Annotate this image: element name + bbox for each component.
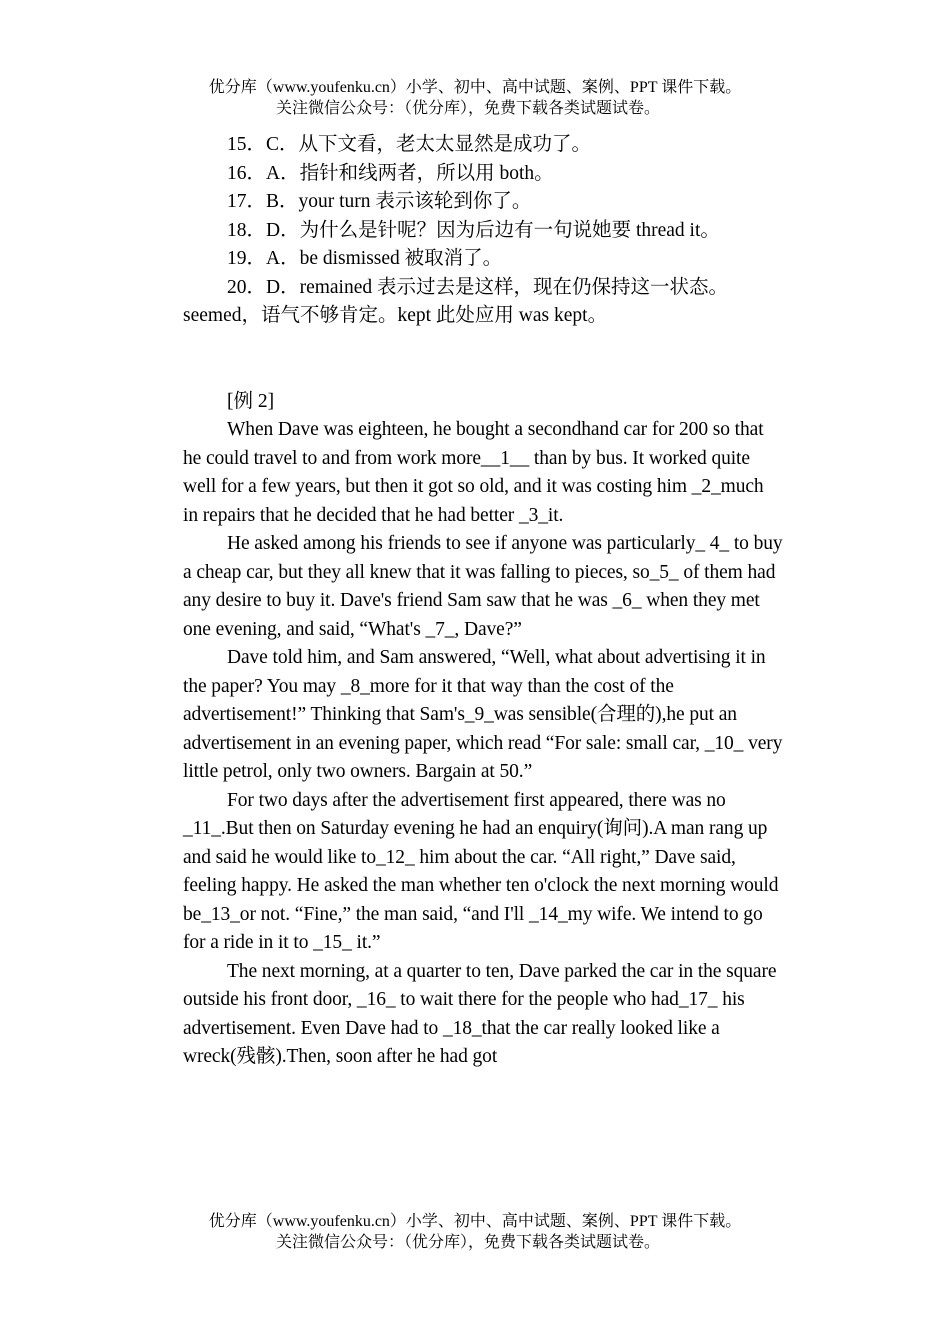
passage-paragraph-5: The next morning, at a quarter to ten, Dave parked the car in the square outside his front door, _16_ to wait there for the people who had_17_ his advertisement. Even Dave had to _18_that the car really looked like a wreck(残骸).Then, soon after he had got bbox=[183, 960, 777, 1067]
page-footer bbox=[0, 1211, 950, 1253]
answer-19: 19．A．be dismissed 被取消了。 bbox=[227, 248, 503, 269]
section-spacer bbox=[183, 331, 783, 388]
answer-18: 18．D．为什么是针呢？因为后边有一句说她要 thread it。 bbox=[227, 219, 720, 241]
header-line-1: 优分库（www.youfenku.cn）小学、初中、高中试题、案例、PPT 课件下载。 bbox=[208, 79, 742, 96]
header-line-2: 关注微信公众号：（优分库），免费下载各类试题试卷。 bbox=[275, 100, 660, 117]
answer-15: 15．C．从下文看，老太太显然是成功了。 bbox=[227, 134, 592, 155]
passage-paragraph-1: When Dave was eighteen, he bought a secondhand car for 200 so that he could travel to and from work more__1__ than by bus. It worked quite well for a few years, but then it got so old, and it was costing him _2_much in repairs that he decided that he had better _3_it. bbox=[183, 419, 764, 526]
example-label: [例 2] bbox=[227, 390, 275, 412]
passage-paragraph-3: Dave told him, and Sam answered, “Well, what about advertising it in the paper? You may _8_more for it that way than the cost of the advertisement!” Thinking that Sam's_9_was sensible(合理的),he put an advertisement in an evening paper, which read “For sale: small car, _10_ very little petrol, only two owners. Bargain at 50.” bbox=[183, 647, 783, 782]
passage-paragraph-2: He asked among his friends to see if anyone was particularly_ 4_ to buy a cheap car, but they all knew that it was falling to pieces, so_5_ of them had any desire to buy it. Dave's friend Sam saw that he was _6_ when they met one evening, and said, “What's _7_, Dave?” bbox=[183, 533, 783, 640]
answer-16: 16．A．指针和线两者，所以用 both。 bbox=[227, 162, 554, 184]
footer-line-1: 优分库（www.youfenku.cn）小学、初中、高中试题、案例、PPT 课件下载。 bbox=[208, 1213, 742, 1230]
document-body bbox=[183, 131, 783, 1072]
page-header bbox=[0, 77, 950, 119]
passage-paragraph-4: For two days after the advertisement first appeared, there was no _11_.But then on Saturday evening he had an enquiry(询问).A man rang up and said he would like to_12_ him about the car. “All right,” Dave said, feeling happy. He asked the man whether ten o'clock the next morning would be_13_or not. “Fine,” the man said, “and I'll _14_my wife. We intend to go for a ride in it to _15_ it.” bbox=[183, 789, 779, 953]
answer-17: 17．B．your turn 表示该轮到你了。 bbox=[227, 191, 532, 212]
answer-20: 20．D．remained 表示过去是这样，现在仍保持这一状态。seemed，语气不够肯定。kept 此处应用 was kept。 bbox=[183, 276, 729, 326]
footer-line-2: 关注微信公众号：（优分库），免费下载各类试题试卷。 bbox=[275, 1234, 660, 1251]
